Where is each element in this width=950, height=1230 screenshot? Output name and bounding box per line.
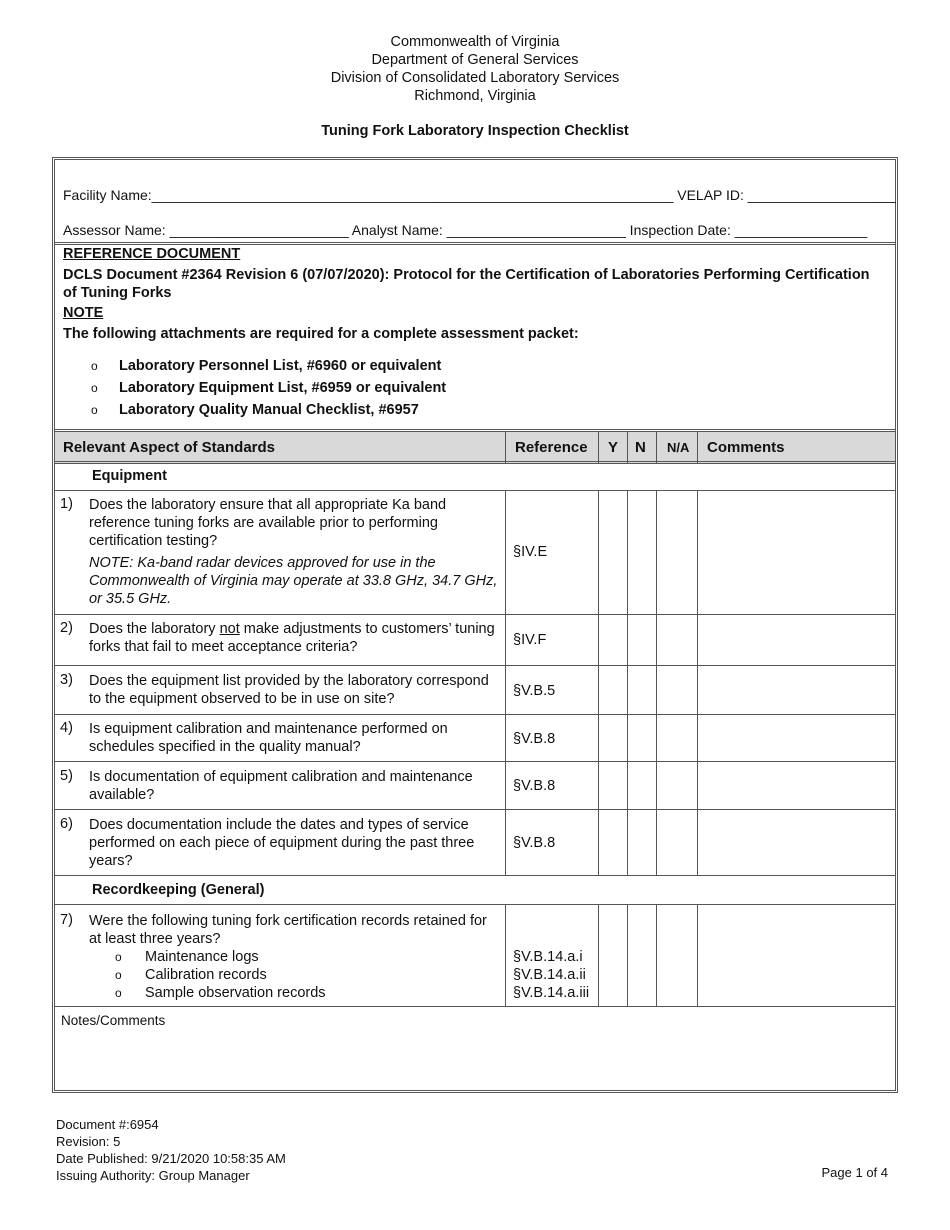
column-comments: Comments	[707, 439, 785, 456]
item-text: Does the laboratory	[89, 621, 220, 637]
item-number: 3)	[60, 672, 73, 688]
notes-label: Notes/Comments	[61, 1013, 166, 1028]
checklist-item: Does the equipment list provided by the laboratory correspond to the equipment observed to be in use on site?	[89, 673, 489, 707]
divider	[55, 242, 895, 245]
column-divider	[505, 904, 506, 1006]
column-divider	[627, 432, 628, 463]
column-divider	[505, 432, 506, 463]
checklist-form	[52, 157, 898, 1093]
column-divider	[598, 490, 599, 875]
reference-line: §V.B.14.a.ii	[513, 967, 586, 983]
item-reference: §IV.E	[513, 544, 548, 560]
bullet-icon: o	[115, 986, 122, 1000]
divider	[55, 614, 895, 615]
column-divider	[697, 490, 698, 875]
reference-block	[63, 246, 883, 342]
item-text-underlined: not	[219, 621, 240, 637]
divider	[55, 1006, 895, 1007]
column-divider	[627, 490, 628, 875]
document-header	[0, 33, 950, 105]
divider	[55, 809, 895, 810]
assessor-field-line: Assessor Name: _______________________ Analyst Name: _______________________ Inspection Date: _________________	[63, 222, 868, 238]
reference-line: §V.B.14.a.i	[513, 949, 583, 965]
attachment-item: o Laboratory Quality Manual Checklist, #6957	[91, 402, 419, 418]
header-line: Commonwealth of Virginia	[390, 34, 560, 50]
divider	[55, 904, 895, 905]
footer-authority: Issuing Authority: Group Manager	[56, 1168, 250, 1183]
bullet-icon: o	[115, 968, 122, 982]
divider	[55, 461, 895, 464]
reference-line: §V.B.14.a.iii	[513, 985, 590, 1001]
column-divider	[598, 432, 599, 463]
column-divider	[627, 904, 628, 1006]
header-line: Division of Consolidated Laboratory Services	[330, 70, 620, 86]
column-divider	[656, 904, 657, 1006]
column-reference: Reference	[515, 439, 588, 456]
footer-date: Date Published: 9/21/2020 10:58:35 AM	[56, 1151, 286, 1166]
column-divider	[656, 432, 657, 463]
section-recordkeeping: Recordkeeping (General)	[92, 882, 265, 898]
bullet-icon: o	[115, 950, 122, 964]
sub-item: o Sample observation records	[115, 985, 326, 1001]
item-reference: §V.B.8	[513, 731, 556, 747]
column-divider	[656, 490, 657, 875]
document-title: Tuning Fork Laboratory Inspection Checklist	[321, 123, 629, 139]
facility-field-line: Facility Name:___________________________________________________________________ VELAP ID: ___________________	[63, 187, 896, 203]
item-number: 6)	[60, 816, 73, 832]
column-divider	[697, 904, 698, 1006]
attachment-item: o Laboratory Personnel List, #6960 or equivalent	[91, 358, 442, 374]
bullet-icon: o	[91, 381, 98, 395]
item-text: Does the laboratory ensure that all appropriate Ka band reference tuning forks are available prior to performing certification testing?	[89, 497, 447, 549]
sub-item: o Calibration records	[115, 967, 267, 983]
column-aspect: Relevant Aspect of Standards	[63, 439, 275, 456]
footer-revision: Revision: 5	[56, 1134, 121, 1149]
bullet-icon: o	[91, 403, 98, 417]
column-no: N	[635, 439, 646, 456]
checklist-item	[89, 496, 501, 608]
divider	[55, 761, 895, 762]
item-reference: §IV.F	[513, 632, 547, 648]
section-equipment: Equipment	[92, 468, 167, 484]
divider	[55, 490, 895, 491]
column-divider	[598, 904, 599, 1006]
document-footer	[56, 1116, 286, 1184]
item-reference: §V.B.8	[513, 835, 556, 851]
footer-doc-number: Document #:6954	[56, 1117, 159, 1132]
item-note: NOTE: Ka-band radar devices approved for use in the Commonwealth of Virginia may operate at 33.8 GHz, 34.7 GHz, or 35.5 GHz.	[89, 555, 498, 607]
note-heading: NOTE	[63, 305, 104, 321]
page-number: Page 1 of 4	[821, 1165, 888, 1180]
reference-document: DCLS Document #2364 Revision 6 (07/07/2020): Protocol for the Certification of Laboratories Performing Certification of Tuning Forks	[63, 267, 870, 301]
sub-item: o Maintenance logs	[115, 949, 259, 965]
column-na: N/A	[667, 440, 690, 455]
item-reference	[513, 948, 589, 1002]
item-number: 5)	[60, 768, 73, 784]
divider	[55, 714, 895, 715]
attachment-item: o Laboratory Equipment List, #6959 or equivalent	[91, 380, 447, 396]
item-reference: §V.B.5	[513, 683, 556, 699]
header-line: Richmond, Virginia	[414, 88, 536, 104]
column-divider	[697, 432, 698, 463]
column-divider	[505, 490, 506, 875]
item-number: 2)	[60, 620, 73, 636]
divider	[55, 875, 895, 876]
checklist-item: Does documentation include the dates and types of service performed on each piece of equipment during the past three years?	[89, 817, 475, 869]
item-reference: §V.B.8	[513, 778, 556, 794]
item-number: 1)	[60, 496, 73, 512]
column-yes: Y	[608, 439, 619, 456]
item-text: Were the following tuning fork certification records retained for at least three years?	[89, 913, 487, 947]
divider	[55, 665, 895, 666]
checklist-item	[89, 620, 501, 656]
item-number: 7)	[60, 912, 73, 928]
note-text: The following attachments are required for a complete assessment packet:	[63, 326, 579, 342]
checklist-item: Is equipment calibration and maintenance performed on schedules specified in the quality manual?	[89, 721, 448, 755]
checklist-item	[89, 912, 501, 1002]
checklist-item: Is documentation of equipment calibration and maintenance available?	[89, 769, 473, 803]
bullet-icon: o	[91, 359, 98, 373]
table-header	[55, 432, 895, 463]
header-line: Department of General Services	[371, 52, 579, 68]
item-text: make adjustments to customers’ tuning forks that fail to meet acceptance criteria?	[89, 621, 495, 655]
item-number: 4)	[60, 720, 73, 736]
reference-heading: REFERENCE DOCUMENT	[63, 246, 241, 262]
